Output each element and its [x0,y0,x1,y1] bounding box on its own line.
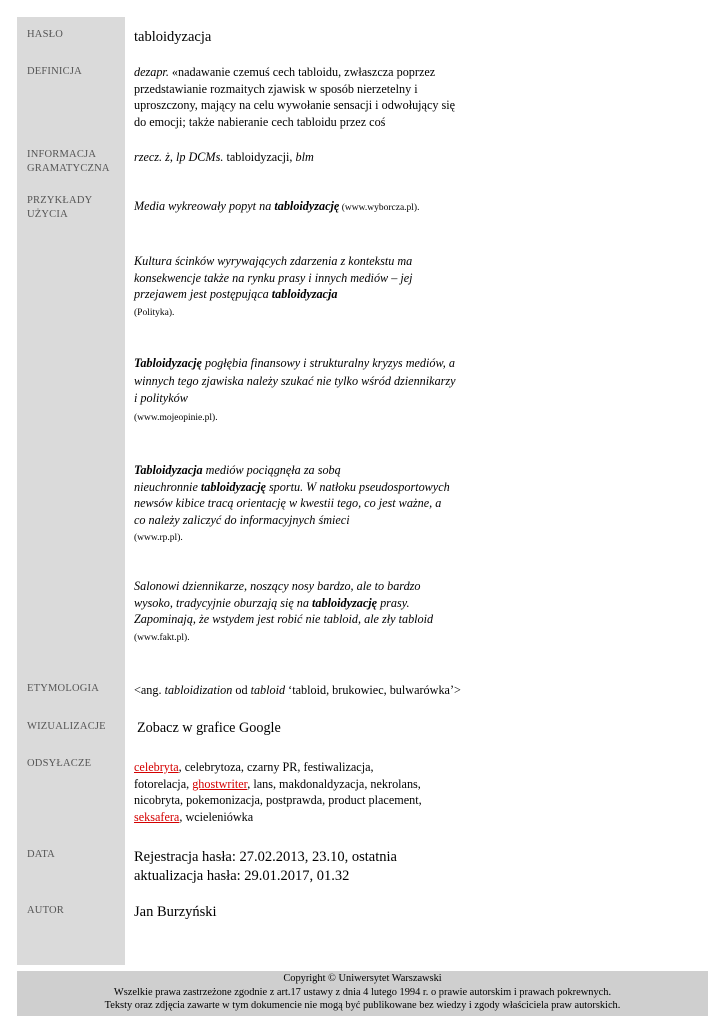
crossref-link-ghostwriter[interactable]: ghostwriter [192,776,248,791]
example-1 [134,198,464,217]
example-5-paren-close: ). [184,632,190,643]
example-3-keyword: Tabloidyzację [134,356,202,370]
author-name: Jan Burzyński [134,904,217,920]
gram-label-line2: GRAMATYCZNA [27,163,110,174]
example-5-paren: ( [134,632,138,643]
example-4-text-3: sportu. W natłoku pseudosportowych newsów kibice tracą orientację w kwestii tego, co jest ważne, a co należy zaliczyć do informacyjnych śmieci [134,479,450,527]
etymologia-label: ETYMOLOGIA [27,683,99,694]
wizualizacje-label: WIZUALIZACJE [27,721,106,732]
odsylacze-label: ODSYŁACZE [27,758,92,769]
grammar-form: tabloidyzacji, [223,150,296,164]
update-date: aktualizacja hasła: 29.01.2017, 01.32 [134,868,350,884]
gram-label-line1: INFORMACJA [27,149,97,160]
example-3-source: www.mojeopinie.pl [137,412,213,423]
przyklady-label-line1: PRZYKŁADY [27,195,93,206]
google-images-link[interactable]: Zobacz w grafice Google [137,720,281,736]
example-4-text-1: mediów pociągnęła za sobą [202,463,341,477]
example-4-paren-close: ). [177,533,183,543]
etymology-text [134,682,474,699]
example-1-source: www.wyborcza.pl [344,203,414,213]
crossref-text-2: , lans, makdonaldyzacja, nekrolans, nicobryta, pokemonizacja, postprawda, product placement, [134,776,422,807]
data-label: DATA [27,849,55,860]
definicja-label: DEFINICJA [27,66,82,77]
definition-text [134,64,456,130]
entry-dates [134,848,434,886]
definition-body: «nadawanie czemuś cech tabloidu, zwłaszcza poprzez przedstawianie rozmaitych zjawisk w sposób nierzetelny i uproszczony, mający na celu wywołanie sensacji i odwołujący się do emocji; także nabieranie cech tabloidu przez coś [134,65,456,129]
cross-references [134,759,430,825]
example-5-source: www.fakt.pl [137,632,185,643]
example-5-text-2: prasy. Zapominają, że wstydem jest robić nie tabloid, ale zły tabloid [134,595,434,626]
example-4-keyword-1: Tabloidyzacja [134,463,203,477]
footer-notice: Teksty oraz zdjęcia zawarte w tym dokumencie nie mogą być publikowane bez wiedzy i zgody właściciela praw autorskich. [104,1000,621,1011]
example-2-keyword: tabloidyzacja [271,287,338,301]
autor-label: AUTOR [27,905,64,916]
etymology-from: od [232,683,251,697]
crossref-link-celebryta[interactable]: celebryta [134,760,179,774]
example-2-paren-close: ). [168,307,175,318]
crossref-text-3: , wcieleniówka [179,809,254,824]
example-3 [134,355,456,427]
crossref-link-seksafera[interactable]: seksafera [134,809,180,824]
example-1-keyword: tabloidyzację [274,199,340,213]
example-4-source: www.rp.pl [137,533,178,543]
haslo-label: HASŁO [27,29,64,40]
gram-label [27,148,110,176]
footer-rights: Wszelkie prawa zastrzeżone zgodnie z art.17 ustawy z dnia 4 lutego 1994 r. o prawie autorskim i prawach pokrewnych. [113,986,612,998]
entry-headword: tabloidyzacja [134,29,212,45]
example-2-paren: ( [134,307,138,318]
example-1-text: Media wykreowały popyt na [134,199,275,213]
example-3-text: pogłębia finansowy i strukturalny kryzys mediów, a winnych tego zjawiska należy szukać nie tylko wśród dziennikarzy i polityków [134,356,456,405]
przyklady-label-line2: UŻYCIA [27,209,68,220]
example-4 [134,462,452,547]
example-2-text: Kultura ścinków wyrywających zdarzenia z kontekstu ma konsekwencje także na rynku prasy i innych mediów – jej przejawem jest postępująca [134,254,413,301]
example-5-keyword: tabloidyzację [312,595,378,610]
example-5 [134,578,454,646]
example-4-text-2: nieuchronnie [134,479,201,494]
etymology-open: <ang. [134,683,165,697]
etymology-source-word: tabloidization [164,683,233,697]
crossref-text-1: , celebrytoza, czarny PR, festiwalizacja, fotorelacja, [134,760,374,791]
przyklady-label [27,194,92,222]
footer-copyright: Copyright © Uniwersytet Warszawski [283,973,442,984]
example-4-paren: ( [134,533,138,543]
example-1-paren: ( [339,203,345,213]
etymology-gloss: ‘tabloid, brukowiec, bulwarówka’> [285,683,461,697]
etymology-root-word: tabloid [250,683,286,697]
example-4-keyword-2: tabloidyzację [200,479,266,494]
example-2-source: Polityka [137,307,169,318]
grammar-note: blm [295,150,314,164]
copyright-footer [17,971,708,1016]
example-1-paren-close: ). [413,203,420,213]
grammar-info [134,149,464,166]
example-3-paren-close: ). [212,412,218,423]
example-3-paren: ( [134,412,138,423]
definition-qualifier: dezapr. [134,65,169,79]
example-2 [134,253,414,321]
example-5-text-1: Salonowi dziennikarze, noszący nosy bardzo, ale to bardzo wysoko, tradycyjnie oburzają się na [134,579,421,610]
grammar-qualifier: rzecz. ż, lp DCMs. [134,150,224,164]
registration-date: Rejestracja hasła: 27.02.2013, 23.10, ostatnia [134,849,397,865]
